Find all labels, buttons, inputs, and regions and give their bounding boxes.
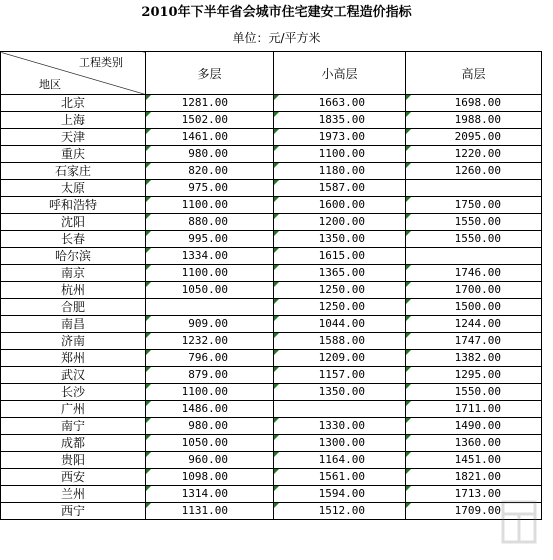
- value-cell-high-rise[interactable]: 1713.00: [406, 486, 542, 503]
- value-cell-mid-rise[interactable]: [274, 401, 406, 418]
- corner-label-category: 工程类别: [79, 56, 123, 69]
- table-row: [1, 367, 542, 384]
- city-cell[interactable]: 杭州: [1, 282, 146, 299]
- city-cell[interactable]: 兰州: [1, 486, 146, 503]
- value-cell-mid-rise[interactable]: 1350.00: [274, 231, 406, 248]
- value-cell-high-rise[interactable]: 1711.00: [406, 401, 542, 418]
- value-cell-multi-storey[interactable]: 1098.00: [146, 469, 274, 486]
- table-row: [1, 146, 542, 163]
- city-cell[interactable]: 长春: [1, 231, 146, 248]
- table-row: [1, 180, 542, 197]
- value-cell-multi-storey[interactable]: 1050.00: [146, 435, 274, 452]
- value-cell-mid-rise[interactable]: 1594.00: [274, 486, 406, 503]
- value-cell-high-rise[interactable]: 1295.00: [406, 367, 542, 384]
- city-cell[interactable]: 太原: [1, 180, 146, 197]
- value-cell-multi-storey[interactable]: [146, 299, 274, 316]
- value-cell-multi-storey[interactable]: 796.00: [146, 350, 274, 367]
- value-cell-high-rise[interactable]: 1244.00: [406, 316, 542, 333]
- value-cell-mid-rise[interactable]: 1250.00: [274, 282, 406, 299]
- value-cell-high-rise[interactable]: 1550.00: [406, 214, 542, 231]
- value-cell-mid-rise[interactable]: 1350.00: [274, 384, 406, 401]
- column-header-mid-rise[interactable]: 小高层: [274, 52, 406, 95]
- city-cell[interactable]: 天津: [1, 129, 146, 146]
- table-row: [1, 299, 542, 316]
- value-cell-multi-storey[interactable]: 880.00: [146, 214, 274, 231]
- value-cell-multi-storey[interactable]: 909.00: [146, 316, 274, 333]
- value-cell-multi-storey[interactable]: 960.00: [146, 452, 274, 469]
- value-cell-multi-storey[interactable]: 1502.00: [146, 112, 274, 129]
- value-cell-multi-storey[interactable]: 879.00: [146, 367, 274, 384]
- value-cell-mid-rise[interactable]: 1250.00: [274, 299, 406, 316]
- value-cell-mid-rise[interactable]: 1044.00: [274, 316, 406, 333]
- city-cell[interactable]: 贵阳: [1, 452, 146, 469]
- value-cell-high-rise[interactable]: 1500.00: [406, 299, 542, 316]
- header-row: [1, 52, 542, 95]
- value-cell-high-rise[interactable]: 1747.00: [406, 333, 542, 350]
- value-cell-high-rise[interactable]: 2095.00: [406, 129, 542, 146]
- table-row: [1, 350, 542, 367]
- city-cell[interactable]: 上海: [1, 112, 146, 129]
- value-cell-mid-rise[interactable]: 1615.00: [274, 248, 406, 265]
- value-cell-mid-rise[interactable]: 1587.00: [274, 180, 406, 197]
- value-cell-high-rise[interactable]: 1550.00: [406, 384, 542, 401]
- column-header-multi-storey[interactable]: 多层: [146, 52, 274, 95]
- table-row: [1, 248, 542, 265]
- table-row: [1, 401, 542, 418]
- table-row: [1, 333, 542, 350]
- unit-label: 单位：元/平方米: [232, 31, 321, 45]
- value-cell-mid-rise[interactable]: 1561.00: [274, 469, 406, 486]
- corner-header-cell[interactable]: [1, 52, 146, 95]
- city-cell[interactable]: 石家庄: [1, 163, 146, 180]
- value-cell-multi-storey[interactable]: 1100.00: [146, 265, 274, 282]
- table-row: [1, 486, 542, 503]
- value-cell-multi-storey[interactable]: 975.00: [146, 180, 274, 197]
- value-cell-mid-rise[interactable]: 1330.00: [274, 418, 406, 435]
- city-cell[interactable]: 郑州: [1, 350, 146, 367]
- sheet-title: 2010年下半年省会城市住宅建安工程造价指标: [141, 5, 412, 20]
- value-cell-multi-storey[interactable]: 1281.00: [146, 95, 274, 112]
- value-cell-high-rise[interactable]: 1750.00: [406, 197, 542, 214]
- city-cell[interactable]: 重庆: [1, 146, 146, 163]
- city-cell[interactable]: 南京: [1, 265, 146, 282]
- value-cell-mid-rise[interactable]: 1512.00: [274, 503, 406, 520]
- value-cell-mid-rise[interactable]: 1100.00: [274, 146, 406, 163]
- value-cell-multi-storey[interactable]: 1100.00: [146, 197, 274, 214]
- value-cell-multi-storey[interactable]: 1232.00: [146, 333, 274, 350]
- table-row: [1, 282, 542, 299]
- value-cell-mid-rise[interactable]: 1973.00: [274, 129, 406, 146]
- value-cell-high-rise[interactable]: 1821.00: [406, 469, 542, 486]
- value-cell-high-rise[interactable]: 1550.00: [406, 231, 542, 248]
- table-row: [1, 435, 542, 452]
- table-row: [1, 384, 542, 401]
- table-row: [1, 197, 542, 214]
- value-cell-mid-rise[interactable]: 1300.00: [274, 435, 406, 452]
- value-cell-high-rise[interactable]: 1490.00: [406, 418, 542, 435]
- value-cell-multi-storey[interactable]: 995.00: [146, 231, 274, 248]
- value-cell-multi-storey[interactable]: 1050.00: [146, 282, 274, 299]
- table-row: [1, 129, 542, 146]
- city-cell[interactable]: 西安: [1, 469, 146, 486]
- value-cell-multi-storey[interactable]: 1486.00: [146, 401, 274, 418]
- price-index-table: [0, 51, 542, 520]
- table-row: [1, 95, 542, 112]
- value-cell-mid-rise[interactable]: 1835.00: [274, 112, 406, 129]
- city-cell[interactable]: 长沙: [1, 384, 146, 401]
- value-cell-multi-storey[interactable]: 980.00: [146, 418, 274, 435]
- city-cell[interactable]: 合肥: [1, 299, 146, 316]
- city-cell[interactable]: 西宁: [1, 503, 146, 520]
- table-row: [1, 503, 542, 520]
- column-header-high-rise[interactable]: 高层: [406, 52, 542, 95]
- table-row: [1, 231, 542, 248]
- value-cell-high-rise[interactable]: [406, 180, 542, 197]
- table-row: [1, 112, 542, 129]
- value-cell-high-rise[interactable]: 1700.00: [406, 282, 542, 299]
- value-cell-mid-rise[interactable]: 1180.00: [274, 163, 406, 180]
- city-cell[interactable]: 北京: [1, 95, 146, 112]
- value-cell-mid-rise[interactable]: 1200.00: [274, 214, 406, 231]
- value-cell-high-rise[interactable]: 1220.00: [406, 146, 542, 163]
- table-row: [1, 316, 542, 333]
- value-cell-multi-storey[interactable]: 1131.00: [146, 503, 274, 520]
- value-cell-mid-rise[interactable]: 1600.00: [274, 197, 406, 214]
- city-cell[interactable]: 济南: [1, 333, 146, 350]
- value-cell-high-rise[interactable]: 1988.00: [406, 112, 542, 129]
- value-cell-high-rise[interactable]: 1746.00: [406, 265, 542, 282]
- value-cell-mid-rise[interactable]: 1365.00: [274, 265, 406, 282]
- table-row: [1, 163, 542, 180]
- value-cell-multi-storey[interactable]: 1334.00: [146, 248, 274, 265]
- value-cell-high-rise[interactable]: 1698.00: [406, 95, 542, 112]
- city-cell[interactable]: 成都: [1, 435, 146, 452]
- table-row: [1, 265, 542, 282]
- value-cell-multi-storey[interactable]: 1461.00: [146, 129, 274, 146]
- value-cell-multi-storey[interactable]: 980.00: [146, 146, 274, 163]
- value-cell-multi-storey[interactable]: 1100.00: [146, 384, 274, 401]
- city-cell[interactable]: 哈尔滨: [1, 248, 146, 265]
- value-cell-high-rise[interactable]: [406, 248, 542, 265]
- value-cell-high-rise[interactable]: 1260.00: [406, 163, 542, 180]
- table-row: [1, 452, 542, 469]
- city-cell[interactable]: 武汉: [1, 367, 146, 384]
- value-cell-high-rise[interactable]: 1382.00: [406, 350, 542, 367]
- corner-label-region: 地区: [39, 78, 61, 91]
- value-cell-mid-rise[interactable]: 1663.00: [274, 95, 406, 112]
- value-cell-multi-storey[interactable]: 1314.00: [146, 486, 274, 503]
- watermark-logo: [489, 494, 549, 554]
- value-cell-multi-storey[interactable]: 820.00: [146, 163, 274, 180]
- value-cell-high-rise[interactable]: 1709.00: [406, 503, 542, 520]
- city-cell[interactable]: 呼和浩特: [1, 197, 146, 214]
- value-cell-high-rise[interactable]: 1360.00: [406, 435, 542, 452]
- value-cell-high-rise[interactable]: 1451.00: [406, 452, 542, 469]
- value-cell-mid-rise[interactable]: 1209.00: [274, 350, 406, 367]
- table-row: [1, 214, 542, 231]
- table-row: [1, 418, 542, 435]
- table-row: [1, 469, 542, 486]
- city-cell[interactable]: 沈阳: [1, 214, 146, 231]
- city-cell[interactable]: 广州: [1, 401, 146, 418]
- city-cell[interactable]: 南宁: [1, 418, 146, 435]
- value-cell-mid-rise[interactable]: 1588.00: [274, 333, 406, 350]
- city-cell[interactable]: 南昌: [1, 316, 146, 333]
- value-cell-mid-rise[interactable]: 1164.00: [274, 452, 406, 469]
- value-cell-mid-rise[interactable]: 1157.00: [274, 367, 406, 384]
